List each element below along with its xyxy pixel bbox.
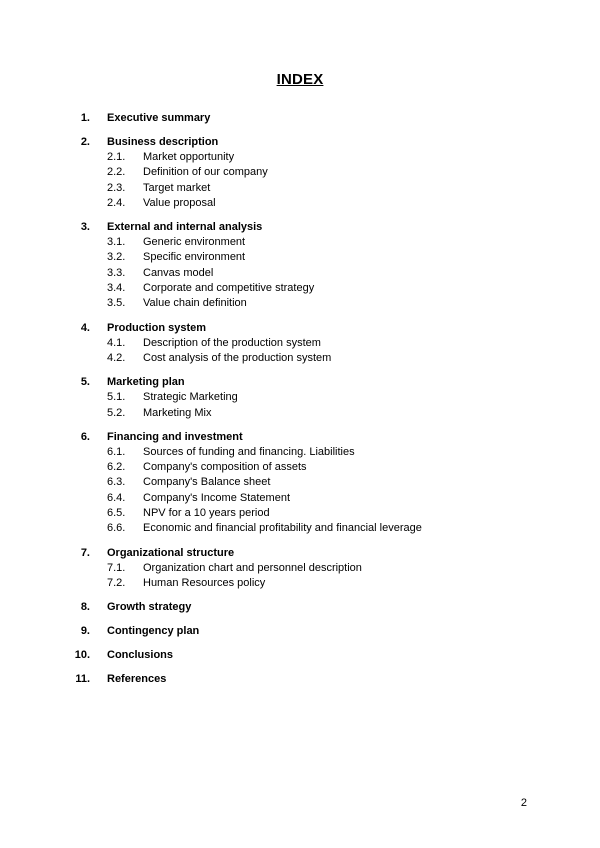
toc-section-heading xyxy=(0,599,600,615)
subsection-number: 7.2. xyxy=(107,576,126,589)
subsection-label: Economic and financial profitability and financial leverage xyxy=(143,522,422,535)
subsection-number: 6.5. xyxy=(107,507,126,520)
subsection-label: Cost analysis of the production system xyxy=(143,351,332,364)
subsection-label: Generic environment xyxy=(143,236,246,249)
subsection-number: 2.1. xyxy=(107,151,126,163)
subsection-label: Company's composition of assets xyxy=(143,461,307,474)
subsection-number: 6.3. xyxy=(107,476,126,489)
toc-subsection xyxy=(0,445,600,460)
toc-subsection xyxy=(0,351,600,366)
subsection-number: 2.3. xyxy=(107,181,126,194)
toc-section xyxy=(0,374,600,421)
toc-section-heading xyxy=(0,219,600,235)
section-number: 2. xyxy=(80,136,90,148)
subsection-label: Marketing Mix xyxy=(143,406,212,419)
toc-section xyxy=(0,429,600,537)
toc-subsection xyxy=(0,491,600,506)
toc-subsection xyxy=(0,181,600,196)
subsection-label: Description of the production system xyxy=(143,336,321,349)
section-label: External and internal analysis xyxy=(107,221,263,234)
toc-subsection xyxy=(0,390,600,405)
toc-section-heading xyxy=(0,623,600,639)
toc-subsection xyxy=(0,475,600,490)
subsection-label: Company's Income Statement xyxy=(143,491,291,504)
toc-subsection xyxy=(0,281,600,296)
subsection-label: Strategic Marketing xyxy=(143,391,238,404)
subsection-number: 3.5. xyxy=(107,297,126,310)
subsection-number: 3.4. xyxy=(107,282,126,295)
toc-section-heading xyxy=(0,647,600,663)
subsection-number: 3.3. xyxy=(107,266,126,279)
toc-section xyxy=(0,623,600,639)
toc-subsection xyxy=(0,150,600,165)
page-title: INDEX xyxy=(276,71,324,88)
section-number: 7. xyxy=(80,546,90,559)
subsection-number: 6.4. xyxy=(107,491,126,504)
toc-section-heading xyxy=(0,429,600,445)
toc-subsection xyxy=(0,250,600,265)
subsection-number: 4.2. xyxy=(107,351,126,364)
section-number: 3. xyxy=(80,221,90,234)
section-number: 5. xyxy=(80,376,90,389)
subsection-label: Definition of our company xyxy=(143,166,268,179)
subsection-number: 2.4. xyxy=(107,196,126,209)
toc-section-heading xyxy=(0,320,600,336)
toc-subsection xyxy=(0,460,600,475)
subsection-label: Specific environment xyxy=(143,251,246,264)
section-number: 10. xyxy=(74,649,90,662)
subsection-label: Sources of funding and financing. Liabilities xyxy=(143,445,355,458)
subsection-number: 6.2. xyxy=(107,461,126,474)
toc-section xyxy=(0,320,600,367)
section-label: References xyxy=(107,673,167,686)
toc-subsection xyxy=(0,235,600,250)
subsection-number: 2.2. xyxy=(107,166,126,179)
subsection-label: Value proposal xyxy=(143,196,216,209)
section-label: Growth strategy xyxy=(107,601,192,614)
toc-section xyxy=(0,110,600,126)
subsection-label: Company's Balance sheet xyxy=(143,476,271,489)
table-of-contents xyxy=(0,110,600,695)
toc-subsection xyxy=(0,165,600,180)
toc-section-heading xyxy=(0,545,600,561)
toc-section xyxy=(0,219,600,311)
toc-subsection xyxy=(0,506,600,521)
section-number: 6. xyxy=(80,430,90,443)
subsection-number: 5.2. xyxy=(107,406,126,419)
subsection-number: 6.1. xyxy=(107,445,126,458)
toc-section-heading xyxy=(0,110,600,126)
section-number: 11. xyxy=(75,673,90,686)
toc-subsection xyxy=(0,576,600,591)
toc-section-heading xyxy=(0,134,600,150)
subsection-number: 7.1. xyxy=(107,561,126,574)
toc-subsection xyxy=(0,336,600,351)
subsection-label: Target market xyxy=(143,181,211,194)
section-label: Executive summary xyxy=(107,112,211,124)
section-label: Financing and investment xyxy=(107,430,243,443)
subsection-label: NPV for a 10 years period xyxy=(143,507,270,520)
section-number: 9. xyxy=(80,625,90,638)
toc-section xyxy=(0,134,600,211)
subsection-label: Corporate and competitive strategy xyxy=(143,282,315,295)
subsection-label: Human Resources policy xyxy=(143,576,266,589)
subsection-number: 3.2. xyxy=(107,251,126,264)
toc-section xyxy=(0,545,600,592)
subsection-label: Value chain definition xyxy=(143,297,247,310)
section-label: Contingency plan xyxy=(107,625,200,638)
subsection-number: 4.1. xyxy=(107,336,126,349)
toc-section xyxy=(0,599,600,615)
subsection-label: Organization chart and personnel description xyxy=(143,561,362,574)
page-number: 2 xyxy=(520,797,527,809)
toc-subsection xyxy=(0,521,600,536)
toc-subsection xyxy=(0,266,600,281)
section-number: 4. xyxy=(80,321,90,334)
section-label: Business description xyxy=(107,136,219,148)
section-label: Marketing plan xyxy=(107,376,185,389)
section-label: Production system xyxy=(107,321,207,334)
toc-section xyxy=(0,671,600,687)
subsection-number: 6.6. xyxy=(107,522,126,535)
toc-section xyxy=(0,647,600,663)
section-label: Conclusions xyxy=(107,649,174,662)
section-number: 1. xyxy=(80,112,90,124)
toc-subsection xyxy=(0,196,600,211)
section-label: Organizational structure xyxy=(107,546,235,559)
toc-section-heading xyxy=(0,374,600,390)
toc-section-heading xyxy=(0,671,600,687)
subsection-label: Canvas model xyxy=(143,266,214,279)
toc-subsection xyxy=(0,296,600,311)
section-number: 8. xyxy=(80,601,90,614)
toc-subsection xyxy=(0,561,600,576)
subsection-number: 5.1. xyxy=(107,391,126,404)
subsection-label: Market opportunity xyxy=(143,151,235,163)
toc-subsection xyxy=(0,406,600,421)
subsection-number: 3.1. xyxy=(107,236,126,249)
